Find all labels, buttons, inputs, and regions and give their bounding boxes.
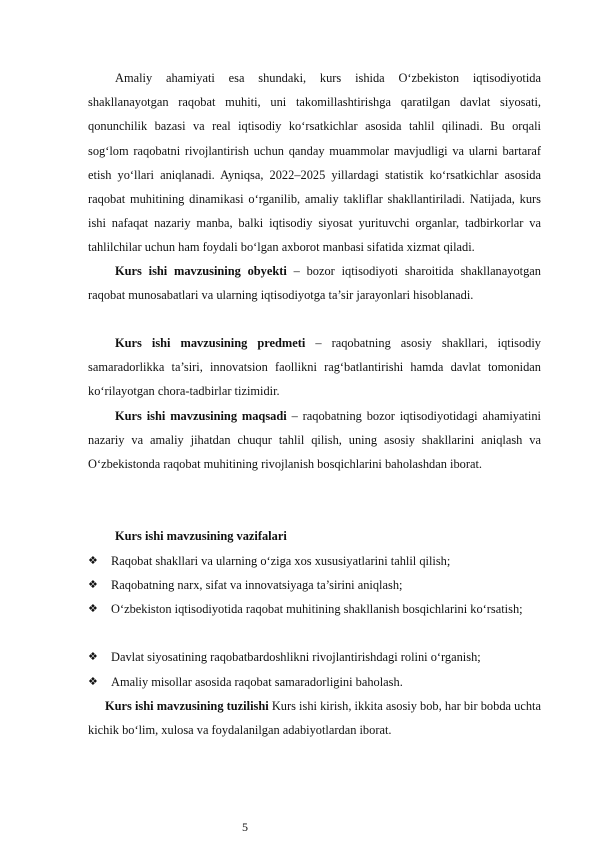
paragraph-subject (88, 331, 541, 404)
structure-text: Kurs ishi kirish, ikkita asosiy bob, har bir bobda uchta kichik bo‘lim, xulosa va foydalanilgan adabiyotlardan iborat. (88, 699, 541, 738)
diamond-bullet-icon: ❖ (88, 675, 98, 688)
page-number: 5 (242, 820, 248, 834)
task-text: Raqobat shakllari va ularning o‘ziga xos xususiyatlarini tahlil qilish; (111, 554, 451, 568)
task-text: Amaliy misollar asosida raqobat samaradorligini baholash. (111, 675, 403, 689)
diamond-bullet-icon: ❖ (88, 650, 98, 663)
tasks-heading: Kurs ishi mavzusining vazifalari (115, 529, 287, 543)
goal-label: Kurs ishi mavzusining maqsadi (115, 409, 287, 423)
object-text: – bozor iqtisodiyoti sharoitida shakllanayotgan raqobat munosabatlari va ularning iqtisodiyotga ta’sir jarayonlari hisoblanadi. (88, 264, 541, 303)
paragraph-text: Amaliy ahamiyati esa shundaki, kurs ishida O‘zbekiston iqtisodiyotida shakllanayotgan raqobat muhiti, uni takomillashtirishga qaratilgan davlat siyosati, qonunchilik bazasi va real iqtisodiy ko‘rsatkichlar asosida tahlil qilinadi. Bu orqali sog‘lom raqobatni rivojlantirish uchun qanday muammolar mavjudligi va ularni bartaraf etish yo‘llari aniqlanadi. Ayniqsa, 2022–2025 yillardagi statistik ko‘rsatkichlar asosida raqobat muhitining dinamikasi o‘rganilib, amaliy takliflar shakllantiriladi. Natijada, kurs ishi nafaqat nazariy manba, balki iqtisodiy siyosat yurituvchi organlar, tadbirkorlar va tahlilchilar uchun ham foydali bo‘lgan axborot manbasi sifatida xizmat qiladi. (88, 71, 541, 255)
diamond-bullet-icon: ❖ (88, 554, 98, 567)
task-item (88, 549, 541, 573)
paragraph-goal (88, 404, 541, 477)
structure-label: Kurs ishi mavzusining tuzilishi (105, 699, 269, 713)
task-item (88, 573, 541, 597)
task-item (88, 597, 541, 621)
task-item (88, 670, 541, 694)
paragraph-structure (88, 694, 541, 742)
goal-text: – raqobatning bozor iqtisodiyotidagi ahamiyatini nazariy va amaliy jihatdan chuqur tahlil qilish, uning asosiy shakllarini aniqlash va O‘zbekistonda raqobat muhitining rivojlanish bosqichlarini baholashdan iborat. (88, 409, 541, 472)
task-item (88, 645, 541, 669)
diamond-bullet-icon: ❖ (88, 602, 98, 615)
task-text: Raqobatning narx, sifat va innovatsiyaga ta’sirini aniqlash; (111, 578, 403, 592)
object-label: Kurs ishi mavzusining obyekti (115, 264, 287, 278)
subject-text: – raqobatning asosiy shakllari, iqtisodiy samaradorlikka ta’siri, innovatsion faollikni rag‘batlantirishi hamda davlat tomonidan ko‘rilayotgan chora-tadbirlar tizimidir. (88, 336, 541, 399)
task-text: Davlat siyosatining raqobatbardoshlikni rivojlantirishdagi rolini o‘rganish; (111, 650, 481, 664)
paragraph-practical-significance (88, 66, 541, 260)
paragraph-object (88, 259, 541, 307)
diamond-bullet-icon: ❖ (88, 578, 98, 591)
subject-label: Kurs ishi mavzusining predmeti (115, 336, 306, 350)
task-text: O‘zbekiston iqtisodiyotida raqobat muhitining shakllanish bosqichlarini ko‘rsatish; (111, 602, 523, 616)
